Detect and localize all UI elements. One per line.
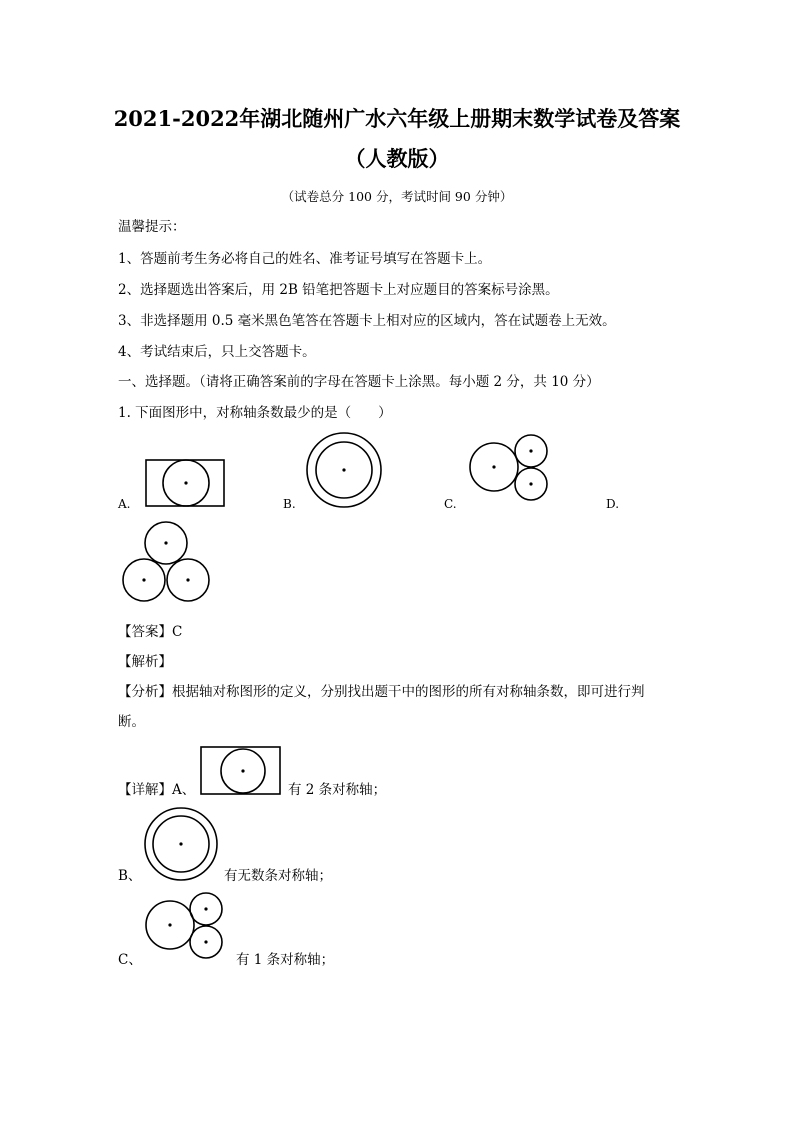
section-heading: 一、选择题。（请将正确答案前的字母在答题卡上涂黑。每小题 2 分，共 10 分） (118, 374, 600, 390)
document-title-edition: （人教版） (344, 146, 450, 171)
tip-item: 3、非选择题用 0.5 毫米黑色笔答在答题卡上相对应的区域内，答在试题卷上无效。 (118, 313, 616, 329)
option-a-label: A. (118, 497, 131, 511)
analysis-text: 【分析】根据轴对称图形的定义，分别找出题干中的图形的所有对称轴条数，即可进行判 (118, 684, 645, 700)
option-c-label: C. (444, 497, 457, 511)
detail-a-text: 有 2 条对称轴； (288, 782, 387, 798)
detail-b-label: B、 (118, 868, 142, 884)
detail-figure-b (145, 808, 217, 880)
analysis-text-cont: 断。 (118, 714, 145, 730)
option-d-label: D. (606, 497, 620, 511)
detail-label: 【详解】A、 (118, 782, 196, 798)
answer-line: 【答案】C (118, 624, 183, 640)
detail-figure-a (201, 747, 280, 794)
exam-info: （试卷总分 100 分，考试时间 90 分钟） (281, 189, 513, 204)
figure-c-three-circles (470, 435, 547, 500)
analysis-heading: 【解析】 (118, 654, 172, 670)
detail-b-text: 有无数条对称轴； (224, 868, 332, 884)
document-title: 2021-2022年湖北随州广水六年级上册期末数学试卷及答案 (113, 106, 681, 131)
figure-a-rectangle-circle (146, 460, 224, 506)
detail-c-text: 有 1 条对称轴； (236, 952, 335, 968)
detail-c-label: C、 (118, 952, 142, 968)
tip-item: 2、选择题选出答案后，用 2B 铅笔把答题卡上对应题目的答案标号涂黑。 (118, 282, 559, 298)
tip-item: 1、答题前考生务必将自己的姓名、准考证号填写在答题卡上。 (118, 251, 492, 267)
question-stem: 1. 下面图形中，对称轴条数最少的是（ ） (118, 405, 392, 421)
option-b-label: B. (283, 497, 296, 511)
tip-item: 4、考试结束后，只上交答题卡。 (118, 344, 316, 360)
figure-b-concentric-circles (307, 433, 381, 507)
detail-figure-c (146, 893, 222, 958)
tips-heading: 温馨提示： (118, 219, 186, 235)
figure-d-triangle-circles (123, 522, 209, 601)
